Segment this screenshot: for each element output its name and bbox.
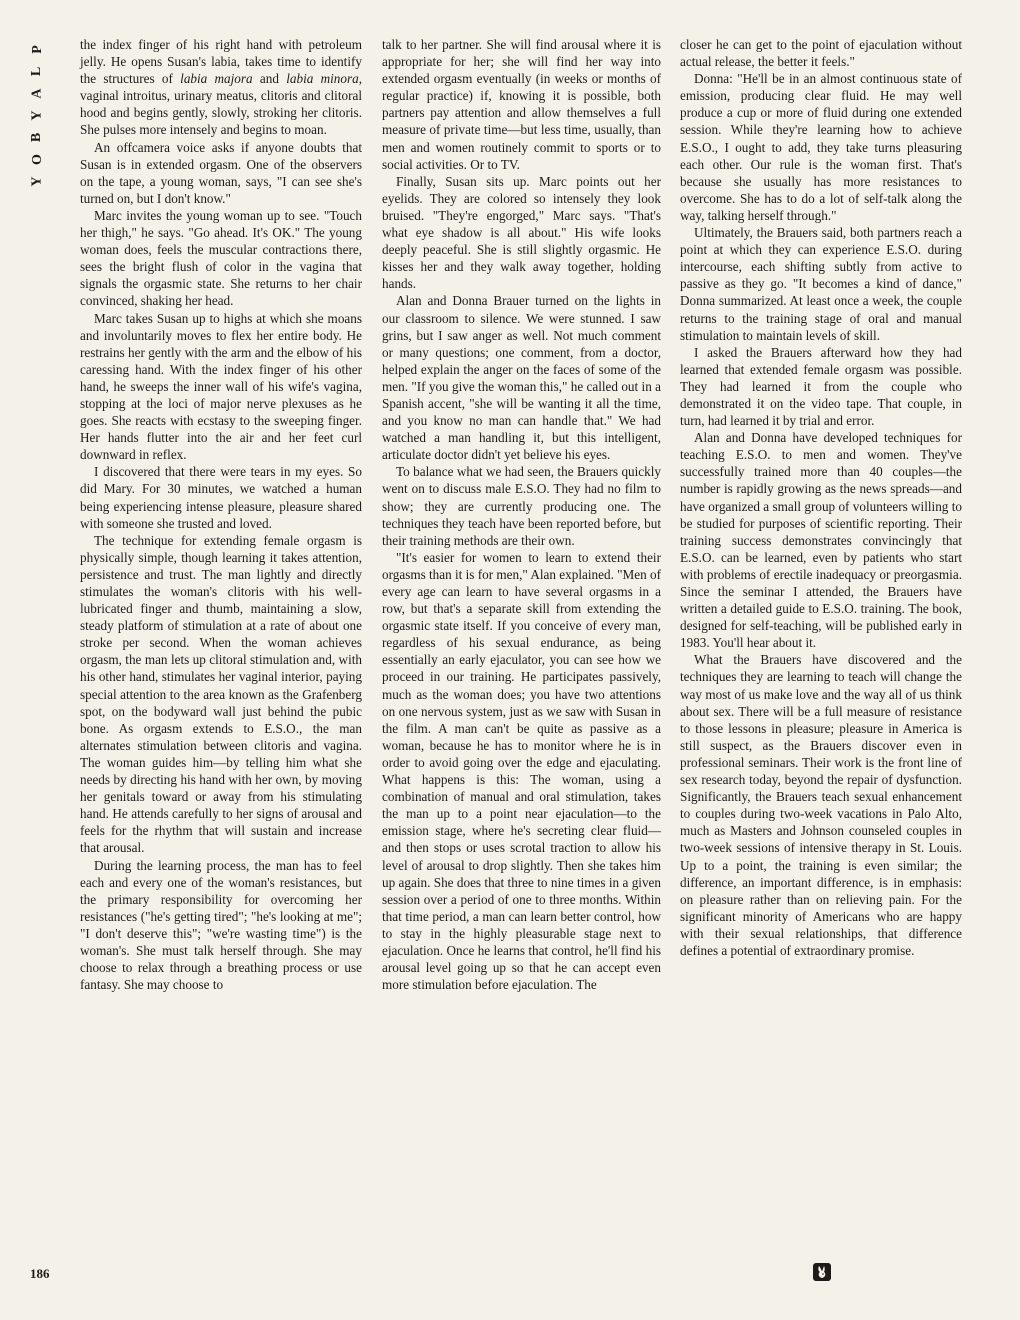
masthead-letter: P — [29, 45, 45, 54]
paragraph: closer he can get to the point of ejaculation without actual release, the better it feels." — [680, 37, 962, 70]
paragraph: Finally, Susan sits up. Marc points out her eyelids. They are colored so intensely they look bruised. "They're engorged," Marc says. "That's what eye shadow is all about." His wife looks deeply peaceful. She is still slightly orgasmic. He kisses her and they walk away together, holding hands. — [382, 173, 661, 292]
page-number: 186 — [30, 1266, 50, 1281]
masthead-letter: L — [29, 66, 45, 77]
text-column-3 — [680, 36, 962, 959]
bunny-head-icon — [816, 1265, 828, 1279]
paragraph: Marc invites the young woman up to see. "Touch her thigh," he says. "Go ahead. It's OK." The young woman does, feels the muscular contractions there, sees the bright flush of color in the vagina that signals the orgasmic state. She returns to her chair convinced, shaking her head. — [80, 207, 362, 309]
paragraph: During the learning process, the man has to feel each and every one of the woman's resistances, but the primary responsibility for overcoming her resistances ("he's getting tired"; "he's looking at me"; "I don't deserve this"; "we're wasting time") is the woman's. She must talk herself through. She may choose to relax through a breathing process or use fantasy. She may choose to — [80, 857, 362, 993]
paragraph: Donna: "He'll be in an almost continuous state of emission, producing clear fluid. He may well produce a cup or more of fluid during one extended session. While they're learning how to achieve E.S.O., I ought to add, they take turns pleasuring each other. Our rule is the woman first. That's because she usually has more resistances to overcome. She has to do a lot of self-talk along the way, talking herself through." — [680, 71, 962, 223]
paragraph: Alan and Donna have developed techniques for teaching E.S.O. to men and women. They've successfully trained more than 40 couples—the number is rapidly growing as the news spreads—and have organized a small group of volunteers willing to be studied for purposes of scientific reporting. Their training success demonstrates convincingly that E.S.O. can be learned, even by patients who start with problems of erectile inadequacy or preorgasmia. Since the seminar I attended, the Brauers have written a detailed guide to E.S.O. training. The book, designed for self-teaching, will be published early in 1983. You'll hear about it. — [680, 430, 962, 651]
paragraph: Ultimately, the Brauers said, both partners reach a point at which they can experience E.S.O. during intercourse, each shifting subtly from active to passive as they go. "It becomes a kind of dance," Donna summarized. At least once a week, the couple returns to the training stage of oral and manual stimulation to maintain levels of skill. — [680, 225, 962, 343]
paragraph: What the Brauers have discovered and the techniques they are learning to teach will change the way most of us make love and the way all of us think about sex. There will be a full measure of resistance to those lessons in pleasure; pleasure in America is still suspect, as the Brauers discover even in professional seminars. Their work is the front line of sex research today, beyond the repair of dysfunction. Significantly, the Brauers teach sexual enhancement to couples during two-week vacations in Palo Alto, much as Masters and Johnson counseled couples in two-week sessions of intensive therapy in St. Louis. Up to a point, the training is even similar; the difference, an important difference, is in emphasis: on pleasure rather than on relieving pain. For the significant minority of Americans who are happy with their sexual relationships, that difference defines a potential of extraordinary promise. — [680, 652, 962, 958]
playboy-bunny-icon — [813, 1263, 831, 1281]
text-column-2 — [382, 36, 661, 993]
paragraph: Alan and Donna Brauer turned on the lights in our classroom to silence. We were stunned. I saw grins, but I saw anger as well. Not much comment or many questions; one comment, from a doctor, helped explain the anger on the faces of some of the men. "If you give the woman this," he called out in a Spanish accent, "she will be wanting it all the time, and you know no man can handle that." We had watched a man handling it, but this intelligent, articulate doctor didn't yet believe his eyes. — [382, 293, 661, 463]
masthead-letter: O — [29, 154, 45, 165]
paragraph: "It's easier for women to learn to extend their orgasms than it is for men," Alan explained. "Men of every age can learn to have several orgasms in a row, but that's a separate skill from extending the orgasmic state itself. If you conceive of every man, regardless of his sexual endurance, as being essentially an early ejaculator, you can see how we proceed in our training. He participates passively, much as the woman does; you have two attentions on one nervous system, just as we saw with Susan in the film. A man can't be quite as passive as a woman, because he has to monitor where he is in order to avoid going over the edge and ejaculating. What happens is this: The woman, using a combination of manual and oral stimulation, takes the man up to a point near ejaculation—to the emission stage, where he's secreting clear fluid—and then stops or uses scrotal traction to allow his level of arousal to drop slightly. Then she takes him up again. She does that three to nine times in a given session over a period of one to three months. Within that time period, a man can learn better control, how to stay in the highly pleasurable stage next to ejaculation. Once he learns that control, he'll find his arousal level going up so that he can accept even more stimulation before ejaculation. The — [382, 549, 661, 993]
masthead-letter: Y — [29, 176, 45, 187]
masthead-letter: A — [29, 88, 45, 99]
masthead-letter: B — [29, 132, 45, 143]
paragraph: An offcamera voice asks if anyone doubts that Susan is in extended orgasm. One of the observers on the tape, a young woman, says, "I can see she's turned on, but I don't know." — [80, 139, 362, 206]
masthead-letter: Y — [29, 110, 45, 121]
paragraph: Marc takes Susan up to highs at which she moans and involuntarily moves to flex her entire body. He restrains her gently with the arm and the elbow of his caressing hand. With the index finger of his other hand, he sweeps the inner wall of his wife's vagina, stopping at the loci of major nerve plexuses as he goes. She reacts with ecstasy to the sweeping finger. Her hands flutter into the air and her feet curl downward in reflex. — [80, 310, 362, 463]
paragraph: To balance what we had seen, the Brauers quickly went on to discuss male E.S.O. They had no film to show; they are currently producing one. The techniques they teach have been reported before, but their training methods are their own. — [382, 464, 661, 548]
paragraph: I asked the Brauers afterward how they had learned that extended female orgasm was possible. They had learned it from the couple who demonstrated it on the video tape. That couple, in turn, had learned it by trial and error. — [680, 344, 962, 429]
paragraph: talk to her partner. She will find arousal where it is appropriate for her; she will find her way into extended orgasm eventually (in weeks or months of regular practice) if, knowing it is possible, both partners pay attention and allow themselves a full measure of private time—but less time, usually, than men and women routinely commit to sports or to social activities. Or to TV. — [382, 37, 661, 172]
paragraph: I discovered that there were tears in my eyes. So did Mary. For 30 minutes, we watched a human being experiencing intense pleasure, pleasure shared with someone she trusted and loved. — [80, 464, 362, 531]
paragraph: The technique for extending female orgasm is physically simple, though learning it takes attention, persistence and trust. The man lightly and directly stimulates the woman's clitoris with his well-lubricated finger and thumb, maintaining a slow, steady platform of stimulation at a rate of about one stroke per second. When the woman achieves orgasm, the man lets up clitoral stimulation and, with his other hand, stimulates her vaginal interior, paying special attention to the area known as the Grafenberg spot, on the bodyward wall just behind the pubic bone. As orgasm extends to E.S.O., the man alternates stimulation between clitoris and vagina. The woman guides him—by telling him what she needs by directing his hand with her own, by moving her genitals toward or away from his stimulating hand. He attends carefully to her signs of arousal and feels for the rhythm that will sustain and increase that arousal. — [80, 532, 362, 856]
playboy-vertical-masthead — [26, 40, 48, 191]
paragraph: the index finger of his right hand with petroleum jelly. He opens Susan's labia, takes time to identify the structures of labia majora and labia minora, vaginal introitus, urinary meatus, clitoris and clitoral hood and begins gently, slowly, stroking her clitoris. She pulses more intensely and begins to moan. — [80, 37, 362, 138]
text-column-1 — [80, 36, 362, 993]
